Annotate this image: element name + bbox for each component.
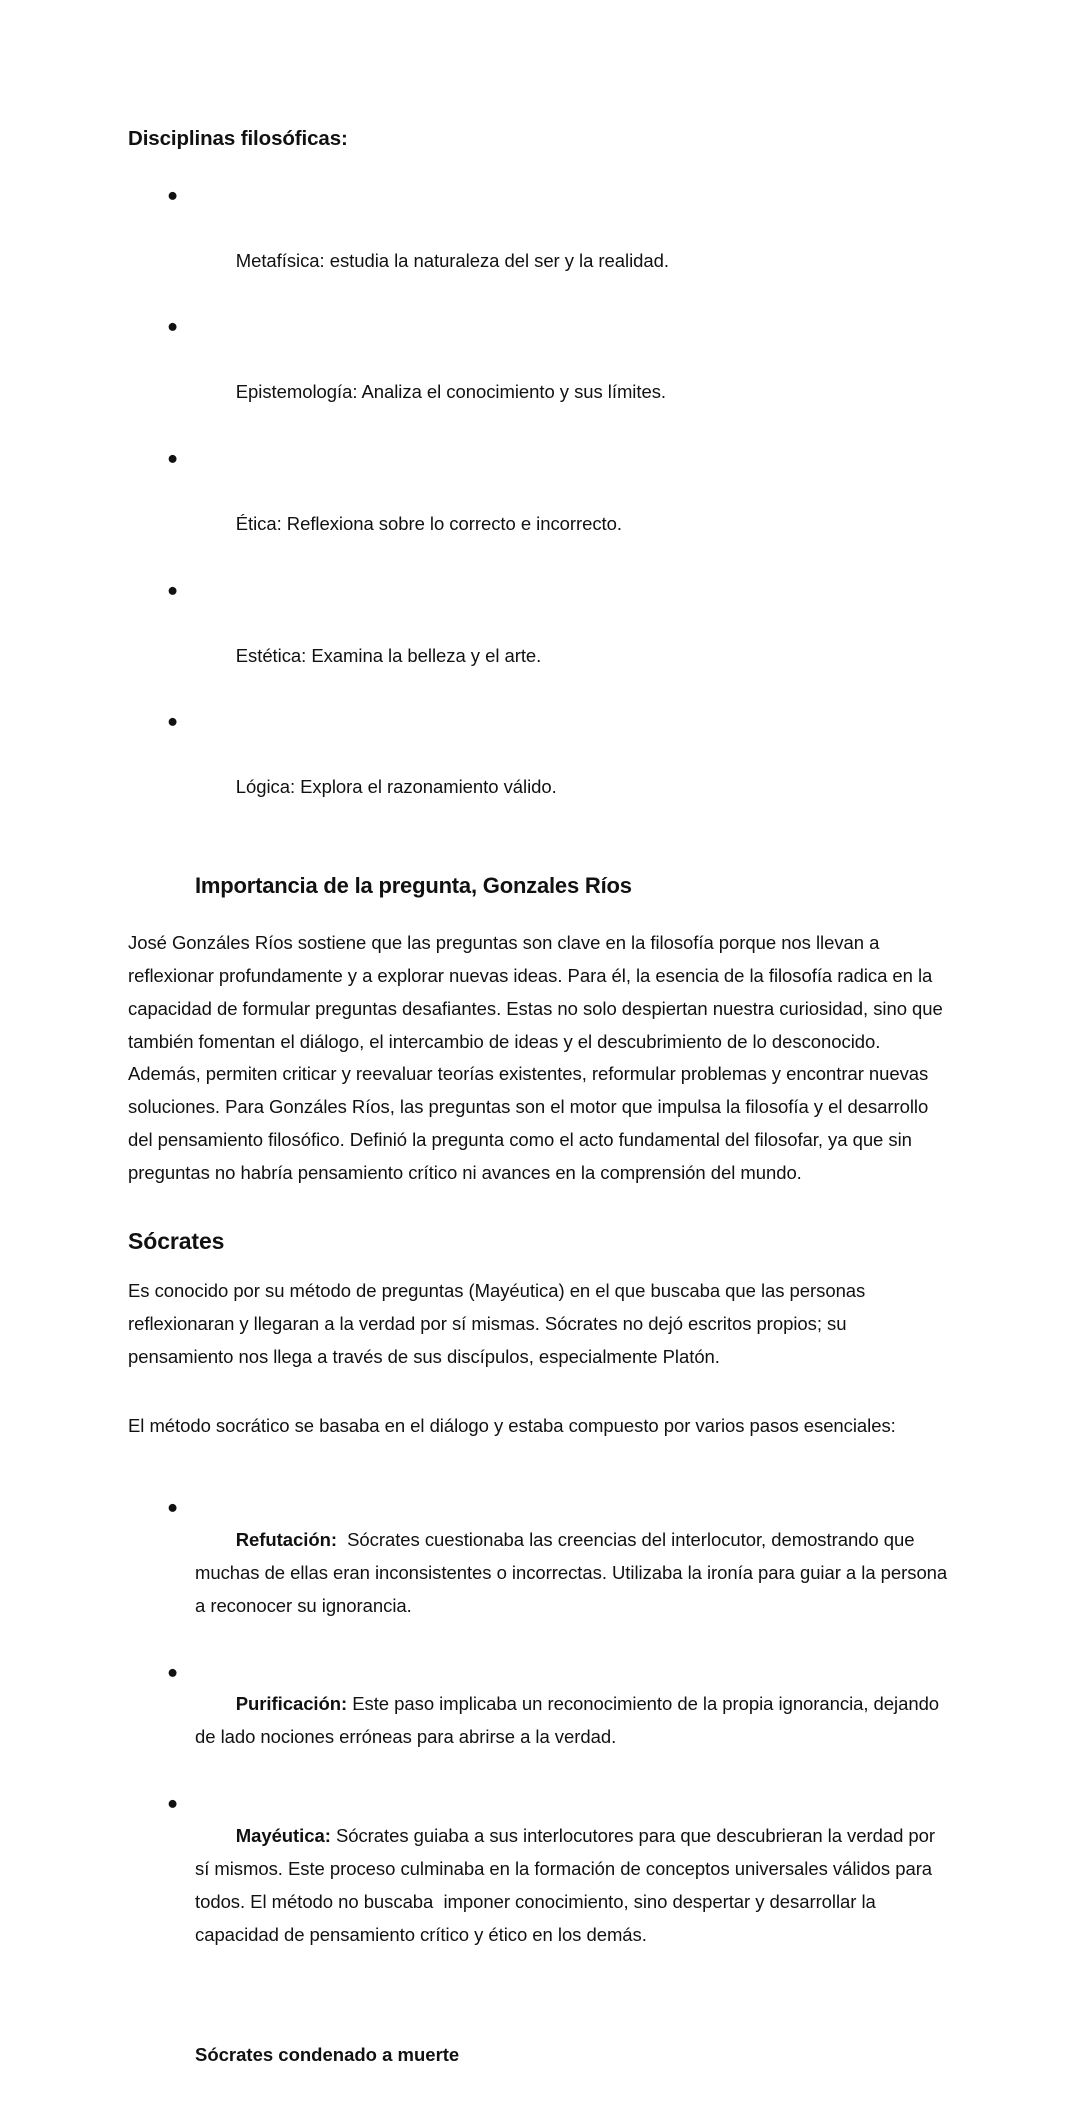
bullet-icon: ● (167, 578, 179, 600)
list-item (128, 1787, 950, 1985)
heading-socrates-condenado-a-muerte: Sócrates condenado a muerte (195, 2043, 460, 2065)
list-item (128, 1656, 950, 1788)
spacer (128, 1396, 950, 1410)
spacer (128, 837, 950, 871)
list-item-lead: Mayéutica: (235, 1825, 331, 1847)
list-metodo-socratico (128, 1491, 953, 1985)
list-item (128, 442, 950, 574)
list-item-lead: Purificación: (235, 1693, 348, 1715)
list-item-lead: Refutación: (235, 1528, 337, 1550)
bullet-icon: ● (167, 183, 179, 205)
paragraph-importancia: José Gonzáles Ríos sostiene que las preguntas son clave en la filosofía porque nos llevan a reflexionar profundamente y a explorar nuevas ideas. Para él, la esencia de la filosofía radica en la capacidad de formular preguntas desafiantes. Estas no solo despiertan nuestra curiosidad, sino que también fomentan el diálogo, el intercambio de ideas y el descubrimiento de lo desconocido. Además, permiten criticar y reevaluar teorías existentes, reformular problemas y encontrar nuevas soluciones. Para Gonzáles Ríos, las preguntas son el motor que impulsa la filosofía y el desarrollo del pensamiento filosófico. Definió la pregunta como el acto fundamental del filosofar, ya que sin preguntas no habría pensamiento crítico ni avances en la comprensión del mundo. (128, 931, 948, 1184)
paragraph-socrates-1: Es conocido por su método de preguntas (Mayéutica) en el que buscaba que las personas reflexionaran y llegaran a la verdad por sí mismas. Sócrates no dejó escritos propios; su pensamiento nos llega a través de sus discípulos, especialmente Platón. (128, 1280, 871, 1368)
list-item (128, 574, 950, 706)
heading-socrates: Sócrates (128, 1228, 225, 1255)
bullet-icon: ● (167, 1495, 179, 1517)
spacer (128, 1212, 950, 1226)
list-item-text: Lógica: Explora el razonamiento válido. (235, 776, 557, 798)
list-item-text: Ética: Reflexiona sobre lo correcto e incorrecto. (235, 512, 622, 534)
heading-importancia-de-la-pregunta: Importancia de la pregunta, Gonzales Ríos (195, 873, 632, 899)
bullet-icon: ● (167, 1660, 179, 1682)
list-item-text: Este paso implicaba un reconocimiento de la propia ignorancia, dejando de lado nociones erróneas para abrirse a la verdad. (195, 1693, 945, 1748)
bullet-icon: ● (167, 315, 179, 337)
spacer (128, 1465, 950, 1491)
list-item-text: Epistemología: Analiza el conocimiento y sus límites. (235, 381, 666, 403)
list-item-text: Sócrates cuestionaba las creencias del interlocutor, demostrando que muchas de ellas eran inconsistentes o incorrectas. Utilizaba la ironía para guiar a la persona a reconocer su ignorancia. (195, 1528, 953, 1616)
list-item (128, 179, 950, 311)
spacer (128, 1985, 950, 2041)
list-item (128, 1491, 953, 1656)
list-disciplinas (128, 179, 950, 837)
list-item-text: Estética: Examina la belleza y el arte. (235, 644, 542, 666)
list-item-text: Sócrates guiaba a sus interlocutores para que descubrieran la verdad por sí mismos. Este proceso culminaba en la formación de conceptos universales válidos para todos. El método no buscaba imponer conocimiento, sino despertar y desarrollar la capacidad de pensamiento crítico y ético en los demás. (195, 1825, 941, 1945)
list-item (128, 310, 950, 442)
paragraph-socrates-2: El método socrático se basaba en el diálogo y estaba compuesto por varios pasos esenciales: (128, 1414, 896, 1436)
list-item-text: Metafísica: estudia la naturaleza del ser y la realidad. (235, 249, 669, 271)
bullet-icon: ● (167, 710, 179, 732)
document-body (128, 125, 953, 2068)
heading-disciplinas-filosoficas: Disciplinas filosóficas: (128, 127, 348, 150)
list-item (128, 705, 950, 837)
bullet-icon: ● (167, 447, 179, 469)
bullet-icon: ● (167, 1792, 179, 1814)
